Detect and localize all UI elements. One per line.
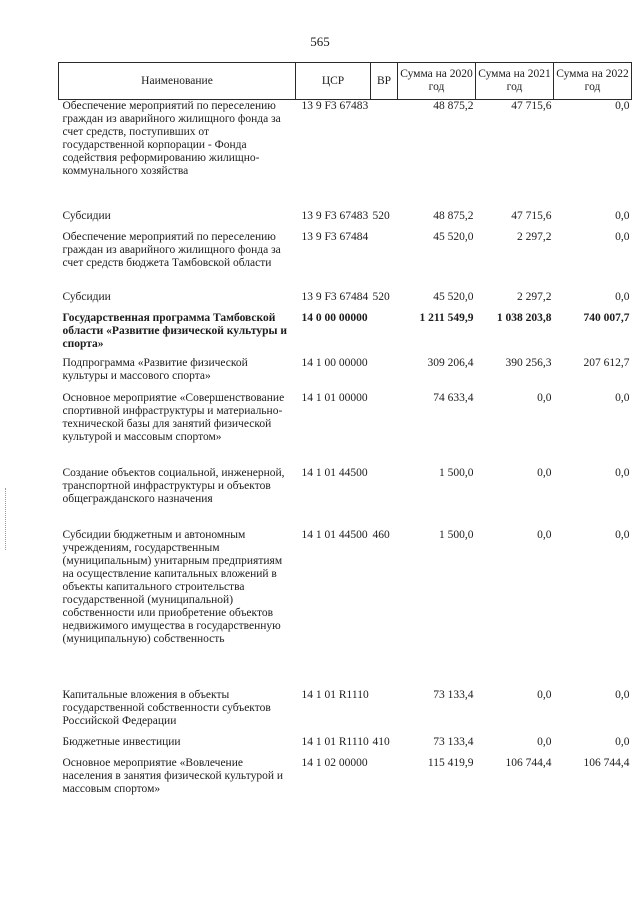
row-vr: 460 [372,528,390,541]
row-sum-2020: 74 633,4 [433,391,474,404]
row-vr [371,757,398,802]
row-csr: 14 1 01 44500 [301,466,368,479]
row-vr [371,392,398,467]
table-row [59,291,632,312]
table-row [59,529,632,689]
row-sum-2022: 0,0 [615,100,630,112]
row-vr [371,100,398,210]
row-vr [371,357,398,392]
row-sum-2020: 48 875,2 [433,100,474,112]
row-csr: 14 1 02 00000 [301,756,368,769]
row-sum-2021: 0,0 [537,466,552,479]
row-sum-2021: 0,0 [537,688,552,701]
row-sum-2022: 0,0 [615,466,630,479]
row-sum-2020: 48 875,2 [433,209,474,222]
row-csr: 14 1 01 44500 [301,528,368,541]
row-sum-2021: 0,0 [537,391,552,404]
row-vr [371,689,398,736]
row-name: Бюджетные инвестиции [62,735,181,748]
row-sum-2021: 106 744,4 [505,756,552,769]
row-sum-2022: 0,0 [615,391,630,404]
table-header-row [59,63,632,100]
row-name: Субсидии [62,290,111,303]
row-sum-2022: 0,0 [615,209,630,222]
row-name: Создание объектов социальной, инженерной, транспортной инфраструктуры и объектов общегражданского назначения [62,466,285,505]
table-row [59,392,632,467]
row-csr: 14 1 01 00000 [301,391,368,404]
row-sum-2020: 1 211 549,9 [419,311,474,324]
table-row [59,736,632,757]
row-sum-2020: 309 206,4 [427,356,474,369]
header-sum-2020: Сумма на 2020 год [398,63,476,100]
row-name: Государственная программа Тамбовской области «Развитие физической культуры и спорта» [62,311,287,350]
row-sum-2021: 390 256,3 [505,356,552,369]
row-csr: 13 9 F3 67484 [301,290,369,303]
row-sum-2020: 73 133,4 [433,735,474,748]
budget-table [58,62,632,802]
row-csr: 13 9 F3 67484 [301,230,369,243]
margin-mark [5,488,9,550]
row-csr: 13 9 F3 67483 [301,209,369,222]
row-sum-2020: 115 419,9 [427,756,474,769]
row-vr [371,231,398,291]
row-sum-2022: 0,0 [615,688,630,701]
row-sum-2022: 0,0 [615,290,630,303]
row-sum-2020: 1 500,0 [439,466,474,479]
row-sum-2021: 2 297,2 [517,290,552,303]
row-csr: 14 0 00 00000 [301,311,368,324]
row-vr [371,312,398,357]
row-sum-2021: 2 297,2 [517,230,552,243]
table-row [59,312,632,357]
row-name: Основное мероприятие «Вовлечение населения в занятия физической культурой и массовым спортом» [62,756,284,795]
header-csr: ЦСР [296,63,371,100]
table-row [59,210,632,231]
row-sum-2021: 47 715,6 [511,209,552,222]
row-sum-2022: 0,0 [615,230,630,243]
row-sum-2020: 1 500,0 [439,528,474,541]
table-row [59,757,632,802]
row-name: Основное мероприятие «Совершенствование спортивной инфраструктуры и материально-технической базы для занятий физической культурой и массовым спортом» [62,391,285,443]
row-name: Подпрограмма «Развитие физической культуры и массового спорта» [62,356,248,382]
page-number: 565 [310,34,330,49]
row-name: Обеспечение мероприятий по переселению граждан из аварийного жилищного фонда за счет средств бюджета Тамбовской области [62,230,281,269]
row-sum-2021: 0,0 [537,528,552,541]
row-sum-2022: 0,0 [615,528,630,541]
row-vr: 520 [372,290,390,303]
row-name: Субсидии бюджетным и автономным учреждениям, государственным (муниципальным) унитарным предприятиям на осуществление капитальных вложений в объекты капитального строительства государственной (муниципальной) собственности или приобретение объектов недвижимого имущества в государственную (муниципальную) собственность [62,528,283,645]
row-vr: 520 [372,209,390,222]
row-sum-2020: 45 520,0 [433,290,474,303]
row-csr: 14 1 00 00000 [301,356,368,369]
row-sum-2021: 47 715,6 [511,100,552,112]
row-sum-2022: 106 744,4 [583,756,630,769]
row-name: Капитальные вложения в объекты государственной собственности субъектов Российской Федерации [62,688,271,727]
table-row [59,467,632,529]
row-name: Обеспечение мероприятий по переселению граждан из аварийного жилищного фонда за счет средств, поступивших от государственной корпорации - Фонда содействия реформированию жилищно-коммунального хозяйства [62,100,281,177]
row-sum-2022: 740 007,7 [583,311,630,324]
row-sum-2022: 0,0 [615,735,630,748]
row-sum-2022: 207 612,7 [583,356,630,369]
row-sum-2021: 1 038 203,8 [496,311,552,324]
table-row [59,100,632,210]
header-name: Наименование [59,63,296,100]
row-name: Субсидии [62,209,111,222]
row-sum-2020: 45 520,0 [433,230,474,243]
table-row [59,689,632,736]
row-csr: 13 9 F3 67483 [301,100,369,112]
row-sum-2020: 73 133,4 [433,688,474,701]
header-sum-2022: Сумма на 2022 год [554,63,632,100]
table-row [59,231,632,291]
row-vr: 410 [372,735,390,748]
row-csr: 14 1 01 R1110 [301,688,369,701]
header-vr: ВР [371,63,398,100]
row-csr: 14 1 01 R1110 [301,735,369,748]
header-sum-2021: Сумма на 2021 год [476,63,554,100]
row-vr [371,467,398,529]
row-sum-2021: 0,0 [537,735,552,748]
table-row [59,357,632,392]
